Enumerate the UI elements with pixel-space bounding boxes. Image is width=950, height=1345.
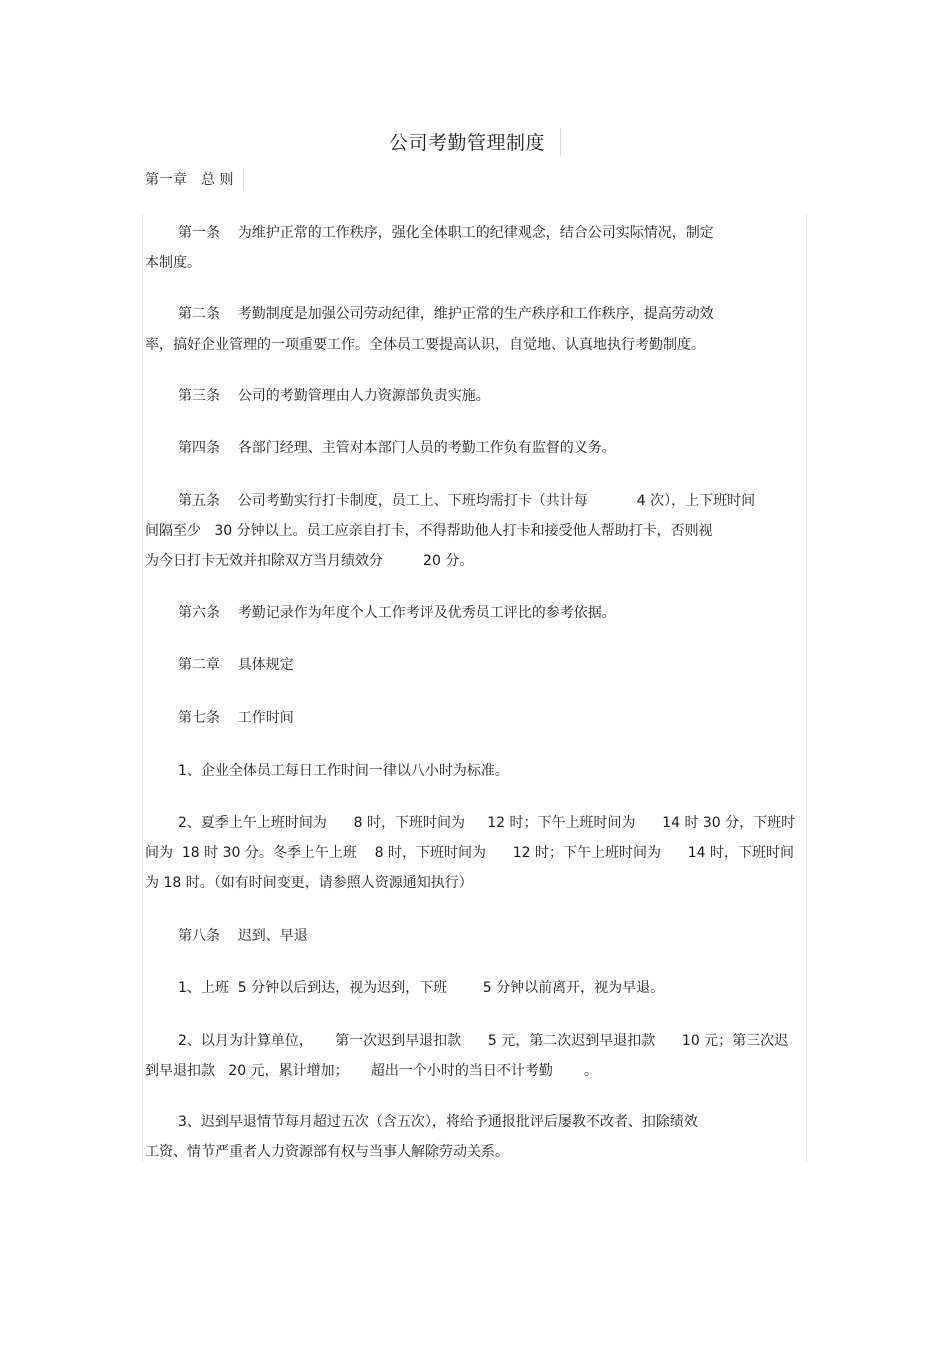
article-7-item-2-line-2: 间为 18 时 30 分。冬季上午上班 8 时，下班时间为 12 时；下午上班时间为 14 时，下班时间 <box>145 845 794 861</box>
article-5-line-2: 间隔至少 30 分钟以上。员工应亲自打卡，不得帮助他人打卡和接受他人帮助打卡，否则视 <box>145 523 713 539</box>
article-2-line-1: 第二条 考勤制度是加强公司劳动纪律，维护正常的生产秩序和工作秩序，提高劳动效 <box>178 306 714 322</box>
article-7-item-2-line-3: 为 18 时。（如有时间变更，请参照人资源通知执行） <box>145 875 473 891</box>
chapter-divider <box>243 168 244 189</box>
content-frame-left-border <box>142 214 143 1162</box>
article-1-line-2: 本制度。 <box>145 255 201 271</box>
article-8-item-3-line-2: 工资、情节严重者人力资源部有权与当事人解除劳动关系。 <box>145 1144 509 1160</box>
chapter-1-heading <box>145 169 233 189</box>
chapter-1-label: 第一章 <box>145 172 187 188</box>
chapter-2-heading: 第二章 具体规定 <box>178 657 294 673</box>
chapter-1-name: 总 则 <box>201 172 234 188</box>
article-2-line-2: 率，搞好企业管理的一项重要工作。全体员工要提高认识，自觉地、认真地执行考勤制度。 <box>145 337 705 353</box>
title-divider <box>560 128 561 156</box>
article-4: 第四条 各部门经理、主管对本部门人员的考勤工作负有监督的义务。 <box>178 440 616 456</box>
article-7-item-2-line-1: 2、夏季上午上班时间为 8 时，下班时间为 12 时；下午上班时间为 14 时 30 分，下班时 <box>178 815 796 831</box>
article-7-item-1: 1、企业全体员工每日工作时间一律以八小时为标准。 <box>178 763 509 779</box>
document-title: 公司考勤管理制度 <box>389 132 546 154</box>
content-frame-right-border <box>806 214 807 1162</box>
article-8-item-2-line-1: 2、以月为计算单位， 第一次迟到早退扣款 5 元，第二次迟到早退扣款 10 元；第三次迟 <box>178 1033 789 1049</box>
article-8-item-2-line-2: 到早退扣款 20 元，累计增加； 超出一个小时的当日不计考勤 。 <box>145 1063 599 1079</box>
article-7-heading: 第七条 工作时间 <box>178 710 294 726</box>
article-6: 第六条 考勤记录作为年度个人工作考评及优秀员工评比的参考依据。 <box>178 605 616 621</box>
article-8-item-3-line-1: 3、迟到早退情节每月超过五次（含五次），将给予通报批评后屡教不改者、扣除绩效 <box>178 1114 698 1130</box>
article-5-line-3: 为今日打卡无效并扣除双方当月绩效分 20 分。 <box>145 553 474 569</box>
article-3: 第三条 公司的考勤管理由人力资源部负责实施。 <box>178 388 490 404</box>
article-8-item-1: 1、上班 5 分钟以后到达，视为迟到，下班 5 分钟以前离开，视为早退。 <box>178 980 665 996</box>
article-5-line-1: 第五条 公司考勤实行打卡制度，员工上、下班均需打卡（共计每 4 次），上下班时间 <box>178 493 756 509</box>
article-8-heading: 第八条 迟到、早退 <box>178 928 308 944</box>
article-1-line-1: 第一条 为维护正常的工作秩序，强化全体职工的纪律观念，结合公司实际情况，制定 <box>178 225 714 241</box>
